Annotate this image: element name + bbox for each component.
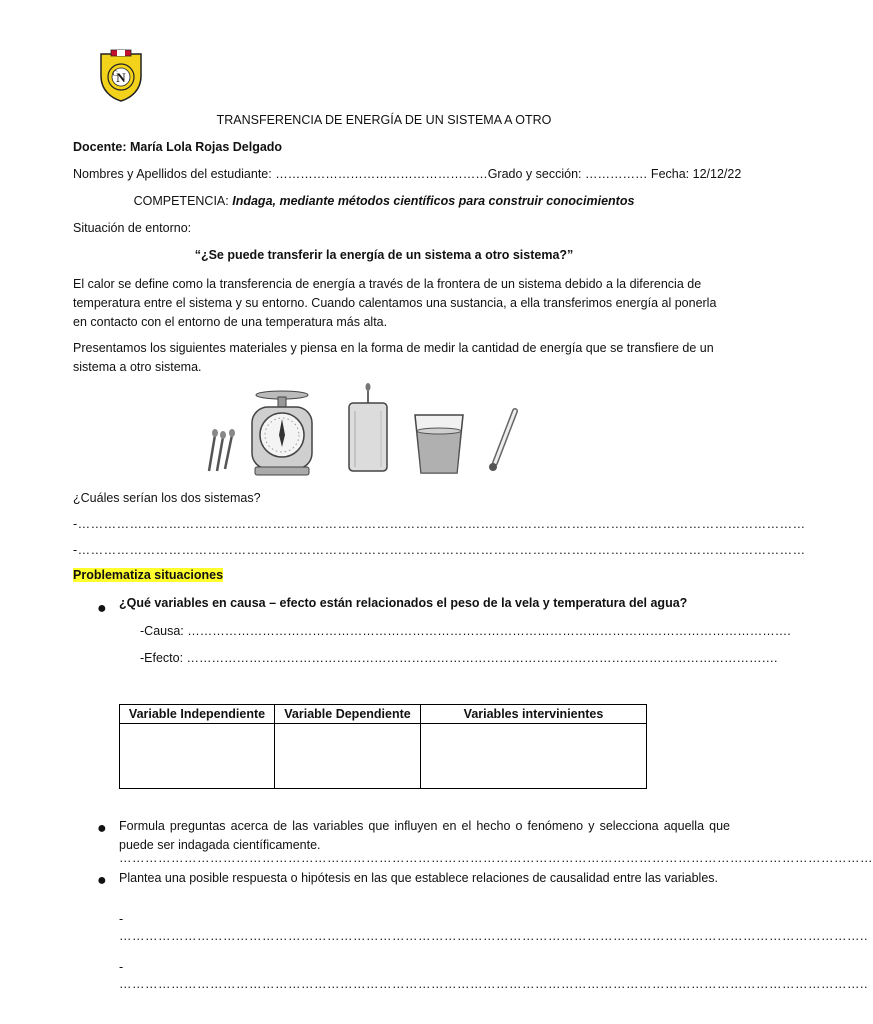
svg-text:N: N [116, 70, 126, 85]
table-cell[interactable] [275, 724, 421, 789]
table-row [120, 724, 647, 789]
efecto-line: -Efecto: ……………………………………………………………………………………………………………………………. [140, 651, 778, 665]
competencia-line [0, 194, 768, 208]
variables-table [119, 704, 647, 789]
hipotesis-text: Plantea una posible respuesta o hipótesis en las que establece relaciones de causalidad entre las variables. [119, 871, 718, 885]
problematiza-text: Problematiza situaciones [73, 568, 224, 582]
matches-icon [209, 429, 235, 471]
competencia-text: Indaga, mediante métodos científicos para construir conocimientos [232, 194, 635, 208]
guiding-question: “¿Se puede transferir la energía de un sistema a otro sistema?” [194, 248, 574, 262]
svg-text:C: C [112, 69, 118, 78]
answer-line: -…………………………………………………………………………………………………………………………………………………… [73, 517, 806, 531]
scale-icon [252, 391, 312, 475]
formula-preguntas-text: Formula preguntas acerca de las variables que influyen en el hecho o fenómeno y selecciona aquella que puede ser indagada científicamente. [119, 819, 730, 852]
student-info-line: Nombres y Apellidos del estudiante: ……………………………………………Grado y sección: …………… Fecha: 12/12/22 [73, 167, 742, 181]
answer-line: ……………………………………………………………………………………………………………………………………………………….. [119, 977, 868, 991]
answer-line: -…………………………………………………………………………………………………………………………………………………… [73, 543, 806, 557]
competencia-label: COMPETENCIA: [133, 194, 229, 208]
bullet-icon: ● [97, 872, 107, 889]
header-independent-variable: Variable Independiente [120, 705, 275, 724]
materials-paragraph: Presentamos los siguientes materiales y piensa en la forma de medir la cantidad de energía que se transfiere de un sistema a otro sistema. [73, 341, 714, 374]
page-title: TRANSFERENCIA DE ENERGÍA DE UN SISTEMA A OTRO [216, 113, 552, 127]
table-cell[interactable] [421, 724, 647, 789]
answer-line: ………………………………………………………………………………………………………………………………………………………… [119, 851, 873, 865]
school-crest-icon [98, 50, 144, 102]
teacher-name: Docente: María Lola Rojas Delgado [73, 140, 283, 154]
header-intervening-variables: Variables intervinientes [421, 705, 647, 724]
problematiza-heading [73, 568, 223, 582]
header-dependent-variable: Variable Dependiente [275, 705, 421, 724]
heat-definition-paragraph: El calor se define como la transferencia de energía a través de la frontera de un sistema debido a la diferencia de temperatura entre el sistema y su entorno. Cuando calentamos una sustancia, a ella transferimos energía al ponerla en contacto con el entorno de una temperatura más alta. [73, 277, 717, 329]
situacion-label: Situación de entorno: [73, 221, 192, 235]
dash-marker: - [119, 912, 124, 926]
table-cell[interactable] [120, 724, 275, 789]
materials-illustration [205, 383, 565, 478]
bullet-icon: ● [97, 600, 107, 617]
causa-line: -Causa: ………………………………………………………………………………………………………………………………. [140, 624, 791, 638]
thermometer-icon [489, 411, 515, 471]
answer-line: ……………………………………………………………………………………………………………………………………………………….. [119, 929, 868, 943]
systems-question: ¿Cuáles serían los dos sistemas? [73, 491, 261, 505]
dash-marker: - [119, 960, 124, 974]
bullet-icon: ● [97, 820, 107, 837]
glass-of-water-icon [415, 415, 463, 473]
variables-question: ¿Qué variables en causa – efecto están relacionados el peso de la vela y temperatura del agua? [119, 596, 688, 610]
table-header-row [120, 705, 647, 724]
candle-icon [349, 383, 387, 471]
